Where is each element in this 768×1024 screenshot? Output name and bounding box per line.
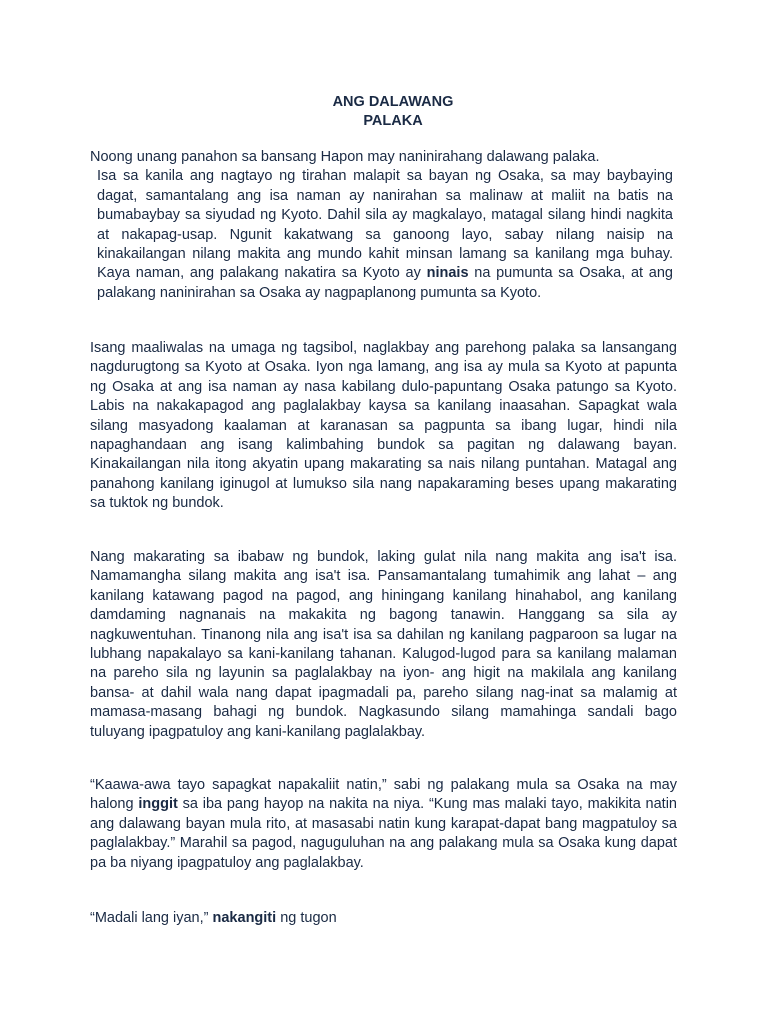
paragraph-1 [90,148,673,303]
paragraph-1-text-a: Isa sa kanila ang nagtayo ng tirahan malapit sa bayan ng Osaka, sa may baybaying dagat, samantalang ang isa naman ay nanirahan sa malinaw at maliit na batis na bumabaybay sa siyudad ng Kyoto. Dahil sila ay magkalayo, matagal silang hindi nagkita at nakapag-usap. Ngunit kakatwang sa ganoong layo, sabay nilang naisip na kinakailangan nilang makita ang mundo kahit minsan lamang sa kanilang mga buhay. Kaya naman, ang palakang nakatira sa Kyoto ay [97,168,673,282]
paragraph-5-text-b: ng tugon [280,910,337,926]
paragraph-5 [90,909,677,928]
paragraph-1-body [90,167,673,303]
paragraph-1-first-line: Noong unang panahon sa bansang Hapon may naninirahang dalawang palaka. [90,149,600,165]
paragraph-1-bold-word: ninais [426,265,469,282]
title-line-2: PALAKA [363,113,423,129]
paragraph-3-text: Nang makarating sa ibabaw ng bundok, laking gulat nila nang makita ang isa't isa. Namamangha silang makita ang isa't isa. Pansamantalang tumahimik ang lahat – ang kanilang katawang pagod na pagod, ang hiningang kanilang hinahabol, ang kanilang damdaming nagnanais na makakita ng bagong tanawin. Hanggang sa sila ay nagkuwentuhan. Tinanong nila ang isa't isa sa dahilan ng kanilang pagparoon sa lugar na lubhang napakalayo sa kani-kanilang tahanan. Kalugod-lugod para sa kanilang malaman na pareho sila ng layunin sa paglalakbay na iyon- ang higit na makilala ang kanilang bansa- at dahil wala nang dapat ipagmadali pa, pareho silang nag-inat sa malamig at mamasa-masang bahagi ng bundok. Nagkasundo silang mamahinga sandali bago tuluyang ipagpatuloy ang kani-kanilang paglalakbay. [90,549,677,740]
paragraph-4-text-b: sa iba pang hayop na nakita na niya. “Kung mas malaki tayo, makikita natin ang dalawang bayan mula rito, at masasabi natin kung karapat-dapat bang magpatuloy sa paglalakbay.” Marahil sa pagod, naguguluhan na ang palakang mula sa Osaka kung dapat pa ba niyang ipagpatuloy ang paglalakbay. [90,796,677,871]
document-title [0,93,768,131]
paragraph-5-text-a: “Madali lang iyan,” [90,910,209,926]
paragraph-4-text-a: “Kaawa-awa tayo sapagkat napakaliit natin,” sabi ng palakang mula sa Osaka na may halong [90,777,677,813]
title-line-1: ANG DALAWANG [332,94,454,110]
paragraph-4-bold-word: inggit [138,796,178,813]
paragraph-2-text: Isang maaliwalas na umaga ng tagsibol, naglakbay ang parehong palaka sa lansangang nagdurugtong sa Kyoto at Osaka. Iyon nga lamang, ang isa ay mula sa Kyoto at papunta ng Osaka at ang isa naman ay nasa kabilang dulo-papuntang Osaka patungo sa Kyoto. Labis na nakakapagod ang paglalakbay kaysa sa kanilang inaasahan. Sapagkat wala silang masyadong kaalaman at karanasan sa pagpunta sa ibang lugar, hindi nila napaghandaan ang isang kalimbahing bundok sa pagitan ng dalawang bayan. Kinakailangan nila itong akyatin upang makarating sa nais nilang puntahan. Matagal ang panahong kanilang iginugol at lumukso sila nang napakaraming beses upang makarating sa tuktok ng bundok. [90,340,677,512]
paragraph-4 [90,776,677,873]
paragraph-2 [90,339,677,514]
paragraph-3 [90,548,677,742]
paragraph-1-text-b: na pumunta sa Osaka, at ang palakang naninirahan sa Osaka ay nagpaplanong pumunta sa Kyoto. [97,265,673,301]
paragraph-5-bold-word: nakangiti [212,910,277,926]
